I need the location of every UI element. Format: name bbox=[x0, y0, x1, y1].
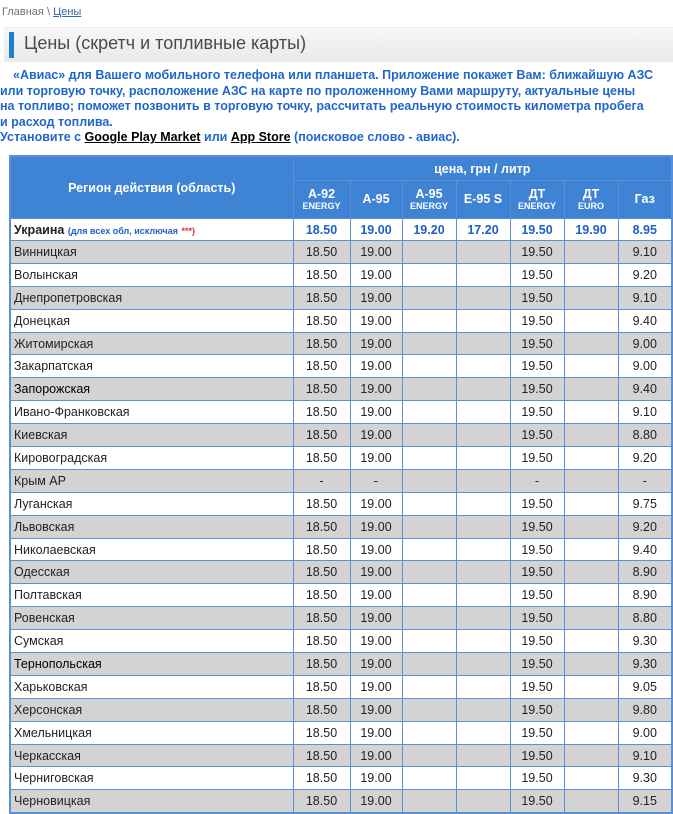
price-cell: 18.50 bbox=[293, 721, 350, 744]
price-cell: 19.00 bbox=[350, 378, 402, 401]
price-cell bbox=[564, 607, 618, 630]
price-cell: 19.00 bbox=[350, 492, 402, 515]
price-cell: 19.00 bbox=[350, 241, 402, 264]
price-cell bbox=[456, 447, 510, 470]
price-cell: 19.50 bbox=[510, 447, 564, 470]
intro-line-1: «Авиас» для Вашего мобильного телефона или планшета. Приложение покажет Вам: ближайшую АЗС bbox=[13, 68, 654, 82]
price-cell bbox=[402, 241, 456, 264]
fuel-column-header bbox=[510, 181, 564, 219]
table-row bbox=[10, 309, 672, 332]
price-cell bbox=[402, 744, 456, 767]
breadcrumb-home[interactable]: Главная bbox=[2, 6, 44, 18]
fuel-column-header bbox=[350, 181, 402, 219]
table-row bbox=[10, 492, 672, 515]
table-row bbox=[10, 744, 672, 767]
price-cell: 19.20 bbox=[402, 219, 456, 241]
region-cell: Черкасская bbox=[10, 744, 293, 767]
price-cell: 9.20 bbox=[618, 515, 672, 538]
price-cell bbox=[402, 378, 456, 401]
price-cell: 18.50 bbox=[293, 561, 350, 584]
fuel-column-name: А-95 bbox=[415, 187, 443, 201]
price-cell bbox=[456, 309, 510, 332]
price-cell: 19.00 bbox=[350, 424, 402, 447]
price-cell bbox=[456, 263, 510, 286]
price-cell: 18.50 bbox=[293, 286, 350, 309]
table-row bbox=[10, 584, 672, 607]
price-cell: 19.00 bbox=[350, 263, 402, 286]
price-cell: 8.80 bbox=[618, 424, 672, 447]
price-cell: 19.90 bbox=[564, 219, 618, 241]
price-cell bbox=[456, 401, 510, 424]
price-cell bbox=[456, 332, 510, 355]
price-cell bbox=[402, 561, 456, 584]
table-row bbox=[10, 767, 672, 790]
google-play-link[interactable]: Google Play Market bbox=[84, 130, 201, 145]
price-cell: 19.00 bbox=[350, 744, 402, 767]
table-row bbox=[10, 607, 672, 630]
price-cell: 8.80 bbox=[618, 607, 672, 630]
region-cell: Херсонская bbox=[10, 698, 293, 721]
intro-line-2: или торговую точку, расположение АЗС на карте по проложенному Вами маршруту, актуальные цены bbox=[0, 83, 636, 98]
price-cell: 19.50 bbox=[510, 630, 564, 653]
price-cell bbox=[456, 355, 510, 378]
price-cell bbox=[564, 241, 618, 264]
fuel-column-subname: ENERGY bbox=[409, 201, 448, 211]
app-store-link[interactable]: App Store bbox=[230, 130, 291, 145]
intro-install-pre: Установите с bbox=[0, 130, 85, 145]
ukraine-label: Украина bbox=[14, 222, 65, 237]
region-cell: Тернопольская bbox=[10, 653, 293, 676]
price-cell bbox=[456, 424, 510, 447]
table-row bbox=[10, 447, 672, 470]
price-cell bbox=[456, 241, 510, 264]
region-cell: Полтавская bbox=[10, 584, 293, 607]
price-cell bbox=[564, 332, 618, 355]
fuel-column-name: Газ bbox=[634, 192, 655, 206]
price-cell bbox=[564, 469, 618, 492]
price-cell: 19.50 bbox=[510, 561, 564, 584]
price-cell: 9.00 bbox=[618, 721, 672, 744]
region-cell: Днепропетровская bbox=[10, 286, 293, 309]
title-accent-bar bbox=[9, 32, 14, 58]
table-row bbox=[10, 378, 672, 401]
price-cell bbox=[564, 767, 618, 790]
price-cell: 19.00 bbox=[350, 584, 402, 607]
price-cell: 19.50 bbox=[510, 744, 564, 767]
price-cell: 18.50 bbox=[293, 653, 350, 676]
price-cell bbox=[456, 630, 510, 653]
price-cell: 18.50 bbox=[293, 424, 350, 447]
fuel-column-subname: ENERGY bbox=[302, 201, 341, 211]
price-cell: 9.10 bbox=[618, 286, 672, 309]
price-cell bbox=[402, 401, 456, 424]
price-cell: 19.00 bbox=[350, 561, 402, 584]
price-cell: 18.50 bbox=[293, 219, 350, 241]
price-cell: 19.00 bbox=[350, 721, 402, 744]
price-cell bbox=[402, 469, 456, 492]
price-cell: 9.40 bbox=[618, 378, 672, 401]
price-cell: 9.15 bbox=[618, 790, 672, 813]
fuel-column-name: А-95 bbox=[362, 192, 390, 206]
price-cell: 19.00 bbox=[350, 355, 402, 378]
price-cell bbox=[456, 653, 510, 676]
region-cell: Донецкая bbox=[10, 309, 293, 332]
price-cell bbox=[456, 721, 510, 744]
price-cell bbox=[402, 447, 456, 470]
region-cell: Закарпатская bbox=[10, 355, 293, 378]
price-cell: 19.50 bbox=[510, 424, 564, 447]
price-cell bbox=[564, 538, 618, 561]
fuel-column-subname: ENERGY bbox=[517, 201, 556, 211]
table-row bbox=[10, 538, 672, 561]
price-cell: 19.00 bbox=[350, 790, 402, 813]
price-cell bbox=[456, 286, 510, 309]
price-cell: 18.50 bbox=[293, 401, 350, 424]
price-cell: 19.50 bbox=[510, 675, 564, 698]
price-cell: 19.50 bbox=[510, 401, 564, 424]
breadcrumb-separator: \ bbox=[46, 6, 50, 18]
price-cell: 19.00 bbox=[350, 286, 402, 309]
price-cell: 19.50 bbox=[510, 515, 564, 538]
price-cell bbox=[402, 332, 456, 355]
price-cell: 9.30 bbox=[618, 630, 672, 653]
region-cell: Луганская bbox=[10, 492, 293, 515]
table-row bbox=[10, 698, 672, 721]
price-cell bbox=[402, 355, 456, 378]
table-row bbox=[10, 424, 672, 447]
price-cell bbox=[402, 584, 456, 607]
breadcrumb-current[interactable]: Цены bbox=[53, 6, 82, 18]
price-cell: 18.50 bbox=[293, 355, 350, 378]
price-cell bbox=[402, 767, 456, 790]
price-cell: 19.00 bbox=[350, 630, 402, 653]
price-cell: 19.50 bbox=[510, 607, 564, 630]
price-cell bbox=[564, 424, 618, 447]
intro-text bbox=[0, 68, 673, 146]
fuel-column-name: А-92 bbox=[307, 187, 336, 201]
price-cell: 19.50 bbox=[510, 378, 564, 401]
price-cell: 18.50 bbox=[293, 263, 350, 286]
table-row bbox=[10, 263, 672, 286]
price-cell: 19.50 bbox=[510, 538, 564, 561]
price-cell: - bbox=[293, 469, 350, 492]
price-cell: 18.50 bbox=[293, 698, 350, 721]
table-row bbox=[10, 355, 672, 378]
price-cell bbox=[402, 653, 456, 676]
region-cell: Харьковская bbox=[10, 675, 293, 698]
price-cell: 18.50 bbox=[293, 492, 350, 515]
fuel-column-header bbox=[456, 181, 510, 219]
price-cell bbox=[402, 698, 456, 721]
intro-install-post: (поисковое слово - авиас). bbox=[290, 130, 460, 145]
price-cell: 19.00 bbox=[350, 332, 402, 355]
price-cell: 19.00 bbox=[350, 309, 402, 332]
price-cell bbox=[564, 584, 618, 607]
price-cell: 19.00 bbox=[350, 607, 402, 630]
price-cell: 19.50 bbox=[510, 309, 564, 332]
region-column-header: Регион действия (область) bbox=[10, 156, 293, 219]
price-cell: 19.50 bbox=[510, 721, 564, 744]
price-cell bbox=[564, 286, 618, 309]
price-cell: 19.00 bbox=[350, 767, 402, 790]
price-cell: 18.50 bbox=[293, 515, 350, 538]
intro-line-5 bbox=[0, 130, 673, 146]
region-cell: Кировоградская bbox=[10, 447, 293, 470]
price-cell: 9.20 bbox=[618, 263, 672, 286]
price-cell bbox=[456, 515, 510, 538]
price-cell: 18.50 bbox=[293, 675, 350, 698]
price-cell bbox=[564, 309, 618, 332]
price-cell bbox=[456, 492, 510, 515]
price-cell: 19.50 bbox=[510, 653, 564, 676]
price-cell: 19.50 bbox=[510, 263, 564, 286]
price-cell bbox=[564, 492, 618, 515]
price-cell: 9.00 bbox=[618, 355, 672, 378]
price-cell: 9.10 bbox=[618, 401, 672, 424]
price-table bbox=[9, 155, 673, 814]
fuel-column-name: ДТ bbox=[582, 187, 600, 201]
price-cell bbox=[564, 653, 618, 676]
price-cell bbox=[402, 515, 456, 538]
price-cell bbox=[402, 721, 456, 744]
price-cell: 9.30 bbox=[618, 767, 672, 790]
price-cell: 9.05 bbox=[618, 675, 672, 698]
table-row bbox=[10, 630, 672, 653]
fuel-column-header bbox=[293, 181, 350, 219]
price-cell bbox=[564, 675, 618, 698]
region-cell: Одесская bbox=[10, 561, 293, 584]
region-cell: Винницкая bbox=[10, 241, 293, 264]
price-cell: 19.50 bbox=[510, 698, 564, 721]
price-cell bbox=[564, 698, 618, 721]
price-cell: 18.50 bbox=[293, 790, 350, 813]
price-cell: 8.95 bbox=[618, 219, 672, 241]
price-cell: 19.50 bbox=[510, 286, 564, 309]
price-cell bbox=[564, 561, 618, 584]
price-cell bbox=[456, 538, 510, 561]
price-cell: 18.50 bbox=[293, 447, 350, 470]
table-row bbox=[10, 401, 672, 424]
region-cell: Сумская bbox=[10, 630, 293, 653]
fuel-column-header bbox=[618, 181, 672, 219]
table-row-ukraine bbox=[10, 219, 672, 241]
table-row bbox=[10, 515, 672, 538]
price-cell: 19.50 bbox=[510, 355, 564, 378]
fuel-column-name: Е-95 S bbox=[463, 192, 503, 206]
region-cell: Ровенская bbox=[10, 607, 293, 630]
price-cell bbox=[456, 469, 510, 492]
price-cell bbox=[456, 378, 510, 401]
price-cell: 19.00 bbox=[350, 538, 402, 561]
region-cell: Николаевская bbox=[10, 538, 293, 561]
price-cell: 19.50 bbox=[510, 241, 564, 264]
breadcrumb bbox=[2, 6, 81, 18]
price-cell: 9.10 bbox=[618, 744, 672, 767]
price-cell: - bbox=[350, 469, 402, 492]
region-cell: Запорожская bbox=[10, 378, 293, 401]
price-cell: 18.50 bbox=[293, 584, 350, 607]
price-cell bbox=[402, 263, 456, 286]
price-cell bbox=[456, 561, 510, 584]
price-cell: 9.00 bbox=[618, 332, 672, 355]
price-cell bbox=[564, 630, 618, 653]
price-cell: 8.90 bbox=[618, 561, 672, 584]
price-cell bbox=[564, 378, 618, 401]
region-cell: Черниговская bbox=[10, 767, 293, 790]
price-cell: 18.50 bbox=[293, 332, 350, 355]
intro-line-3: на топливо; поможет позвонить в торговую точку, рассчитать реальную стоимость километра пробега bbox=[0, 99, 644, 114]
price-cell: 19.00 bbox=[350, 219, 402, 241]
price-cell bbox=[402, 630, 456, 653]
price-cell bbox=[564, 515, 618, 538]
fuel-column-name: ДТ bbox=[528, 187, 546, 201]
fuel-column-subname: EURO bbox=[577, 201, 604, 211]
price-cell: 18.50 bbox=[293, 744, 350, 767]
price-cell bbox=[564, 355, 618, 378]
price-cell bbox=[564, 401, 618, 424]
price-cell bbox=[402, 286, 456, 309]
price-cell: 19.00 bbox=[350, 675, 402, 698]
price-cell: 17.20 bbox=[456, 219, 510, 241]
price-cell bbox=[456, 744, 510, 767]
price-cell: 9.30 bbox=[618, 653, 672, 676]
price-cell: 18.50 bbox=[293, 378, 350, 401]
region-cell: Львовская bbox=[10, 515, 293, 538]
price-cell bbox=[402, 538, 456, 561]
price-cell: 9.75 bbox=[618, 492, 672, 515]
price-cell: 18.50 bbox=[293, 309, 350, 332]
price-cell: 19.50 bbox=[510, 767, 564, 790]
price-cell: 18.50 bbox=[293, 607, 350, 630]
table-row bbox=[10, 721, 672, 744]
region-cell: Хмельницкая bbox=[10, 721, 293, 744]
price-cell bbox=[402, 424, 456, 447]
table-row bbox=[10, 241, 672, 264]
region-cell bbox=[10, 219, 293, 241]
page-title-bar bbox=[4, 27, 673, 62]
price-cell: 18.50 bbox=[293, 767, 350, 790]
price-cell: 19.00 bbox=[350, 447, 402, 470]
region-cell: Крым АР bbox=[10, 469, 293, 492]
price-cell: 19.00 bbox=[350, 515, 402, 538]
price-cell: 9.40 bbox=[618, 309, 672, 332]
price-cell: - bbox=[618, 469, 672, 492]
price-cell: 19.50 bbox=[510, 584, 564, 607]
price-cell: 19.50 bbox=[510, 332, 564, 355]
region-cell: Ивано-Франковская bbox=[10, 401, 293, 424]
region-cell: Волынская bbox=[10, 263, 293, 286]
table-row bbox=[10, 469, 672, 492]
price-cell bbox=[456, 675, 510, 698]
price-cell bbox=[402, 492, 456, 515]
price-cell bbox=[456, 584, 510, 607]
price-cell: 8.90 bbox=[618, 584, 672, 607]
ukraine-note: (для всех обл, исключая bbox=[67, 225, 178, 236]
price-cell bbox=[456, 607, 510, 630]
price-cell bbox=[402, 675, 456, 698]
region-cell: Киевская bbox=[10, 424, 293, 447]
price-group-header: цена, грн / литр bbox=[293, 156, 672, 181]
intro-line-4: и расход топлива. bbox=[0, 114, 113, 129]
ukraine-note-stars: ***) bbox=[181, 225, 195, 236]
intro-install-mid: или bbox=[200, 130, 231, 145]
price-cell bbox=[564, 447, 618, 470]
price-cell: 18.50 bbox=[293, 630, 350, 653]
price-cell: 9.10 bbox=[618, 241, 672, 264]
region-cell: Житомирская bbox=[10, 332, 293, 355]
price-cell: 9.20 bbox=[618, 447, 672, 470]
price-cell: 19.50 bbox=[510, 492, 564, 515]
price-cell: 19.00 bbox=[350, 698, 402, 721]
page-title: Цены (скретч и топливные карты) bbox=[24, 33, 307, 53]
price-cell bbox=[564, 744, 618, 767]
price-cell bbox=[456, 698, 510, 721]
table-row bbox=[10, 653, 672, 676]
price-cell: 9.80 bbox=[618, 698, 672, 721]
table-row bbox=[10, 675, 672, 698]
price-cell: 19.50 bbox=[510, 790, 564, 813]
price-cell: 9.40 bbox=[618, 538, 672, 561]
fuel-column-header bbox=[402, 181, 456, 219]
region-cell: Черновицкая bbox=[10, 790, 293, 813]
table-row bbox=[10, 561, 672, 584]
table-row bbox=[10, 332, 672, 355]
price-cell bbox=[564, 263, 618, 286]
price-cell bbox=[564, 721, 618, 744]
price-cell: 19.50 bbox=[510, 219, 564, 241]
price-cell: - bbox=[510, 469, 564, 492]
price-cell: 19.00 bbox=[350, 653, 402, 676]
price-cell bbox=[402, 607, 456, 630]
price-cell: 18.50 bbox=[293, 241, 350, 264]
price-cell: 19.00 bbox=[350, 401, 402, 424]
table-row bbox=[10, 286, 672, 309]
price-cell bbox=[402, 309, 456, 332]
fuel-column-header bbox=[564, 181, 618, 219]
price-cell: 18.50 bbox=[293, 538, 350, 561]
price-cell bbox=[456, 767, 510, 790]
